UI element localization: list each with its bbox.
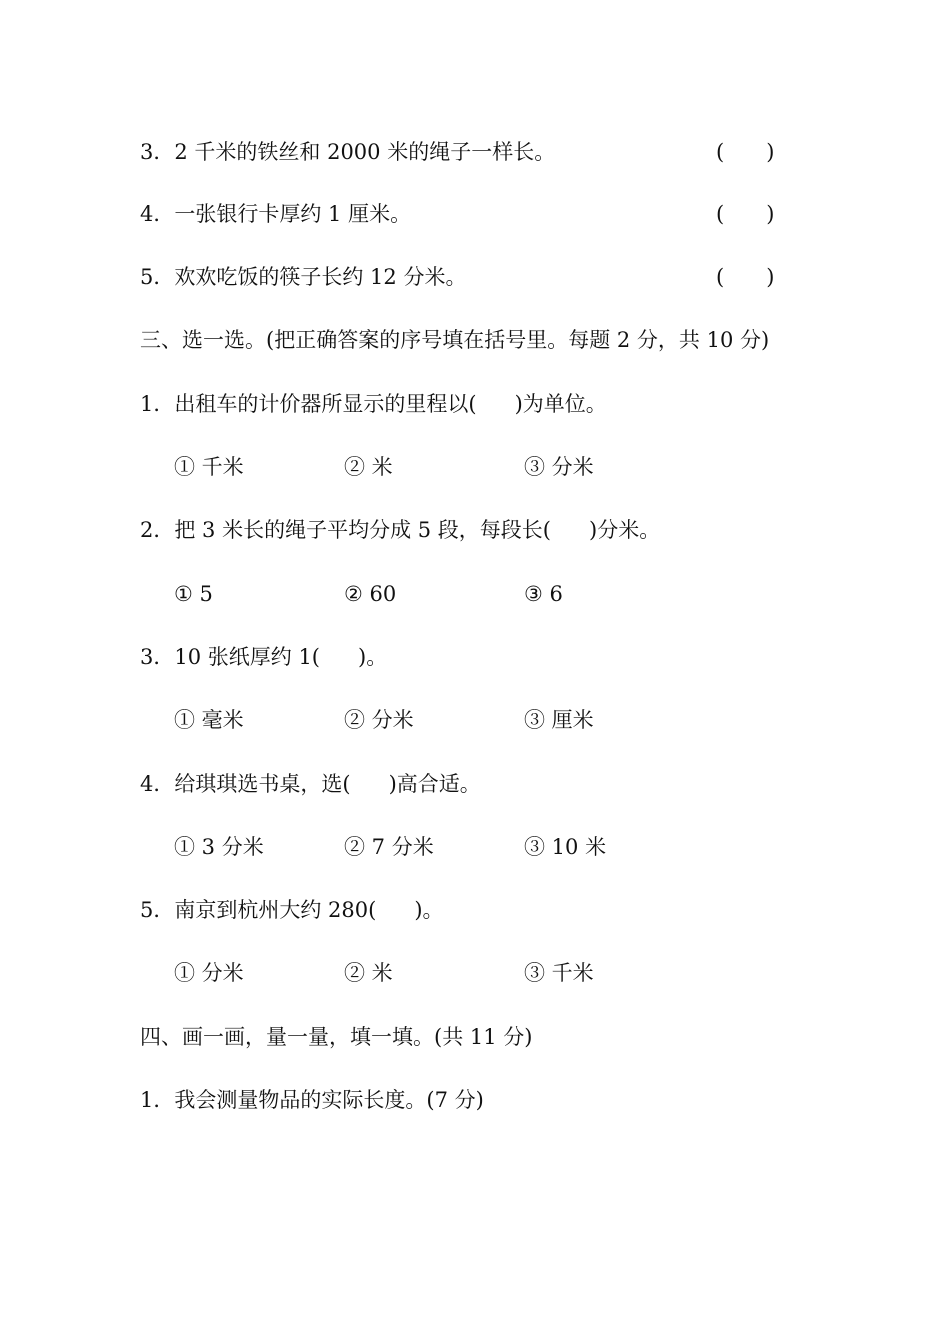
choice-question-2 bbox=[140, 516, 660, 544]
option-1[interactable]: ① 5 bbox=[174, 582, 213, 606]
option-1[interactable]: ① 分米 bbox=[174, 961, 244, 985]
option-3[interactable]: ③ 6 bbox=[524, 582, 563, 606]
choice-question-4 bbox=[140, 770, 481, 798]
question-text-after: )。 bbox=[414, 898, 444, 922]
item-number: 4． bbox=[140, 772, 175, 796]
answer-paren-3[interactable] bbox=[716, 138, 774, 166]
item-number: 5． bbox=[140, 898, 175, 922]
option-1[interactable]: ① 千米 bbox=[174, 455, 244, 479]
option-2[interactable]: ② 7 分米 bbox=[344, 835, 434, 859]
item-number: 4． bbox=[140, 202, 175, 226]
question-text-after: )为单位。 bbox=[514, 392, 607, 416]
item-number: 2． bbox=[140, 518, 175, 542]
item-number: 3． bbox=[140, 645, 175, 669]
item-number: 1． bbox=[140, 392, 175, 416]
measure-question-1 bbox=[140, 1086, 484, 1114]
item-text: 一张银行卡厚约 1 厘米。 bbox=[174, 202, 412, 226]
option-1[interactable]: ① 毫米 bbox=[174, 708, 244, 732]
choice-question-3 bbox=[140, 643, 387, 671]
option-1[interactable]: ① 3 分米 bbox=[174, 835, 264, 859]
item-number: 3． bbox=[140, 140, 175, 164]
question-text-before: 给琪琪选书桌，选( bbox=[174, 772, 351, 796]
option-2[interactable]: ② 60 bbox=[344, 582, 397, 606]
item-text: 欢欢吃饭的筷子长约 12 分米。 bbox=[174, 265, 467, 289]
option-3[interactable]: ③ 千米 bbox=[524, 961, 594, 985]
question-text-after: )。 bbox=[358, 645, 388, 669]
answer-paren-5[interactable] bbox=[716, 263, 774, 291]
question-text-before: 南京到杭州大约 280( bbox=[174, 898, 377, 922]
question-text-before: 把 3 米长的绳子平均分成 5 段，每段长( bbox=[174, 518, 551, 542]
question-text-before: 出租车的计价器所显示的里程以( bbox=[174, 392, 477, 416]
paren-close: ) bbox=[766, 140, 775, 164]
option-3[interactable]: ③ 厘米 bbox=[524, 708, 594, 732]
option-2[interactable]: ② 米 bbox=[344, 455, 393, 479]
paren-close: ) bbox=[766, 265, 775, 289]
answer-paren-4[interactable] bbox=[716, 200, 774, 228]
question-text-after: )高合适。 bbox=[388, 772, 481, 796]
paren-close: ) bbox=[766, 202, 775, 226]
item-text: 2 千米的铁丝和 2000 米的绳子一样长。 bbox=[174, 140, 556, 164]
judge-item-5 bbox=[140, 263, 466, 291]
question-text: 我会测量物品的实际长度。(7 分) bbox=[174, 1088, 484, 1112]
judge-item-4 bbox=[140, 200, 411, 228]
item-number: 1． bbox=[140, 1088, 175, 1112]
section-4-title: 四、画一画，量一量，填一填。(共 11 分) bbox=[140, 1025, 533, 1049]
choice-question-5 bbox=[140, 896, 444, 924]
question-text-before: 10 张纸厚约 1( bbox=[174, 645, 321, 669]
judge-item-3 bbox=[140, 138, 555, 166]
option-2[interactable]: ② 分米 bbox=[344, 708, 414, 732]
question-text-after: )分米。 bbox=[589, 518, 661, 542]
item-number: 5． bbox=[140, 265, 175, 289]
option-3[interactable]: ③ 10 米 bbox=[524, 835, 607, 859]
paren-open: ( bbox=[716, 202, 725, 226]
paren-open: ( bbox=[716, 265, 725, 289]
choice-question-1 bbox=[140, 390, 607, 418]
option-2[interactable]: ② 米 bbox=[344, 961, 393, 985]
paren-open: ( bbox=[716, 140, 725, 164]
section-3-title: 三、选一选。(把正确答案的序号填在括号里。每题 2 分，共 10 分) bbox=[140, 328, 770, 352]
option-3[interactable]: ③ 分米 bbox=[524, 455, 594, 479]
